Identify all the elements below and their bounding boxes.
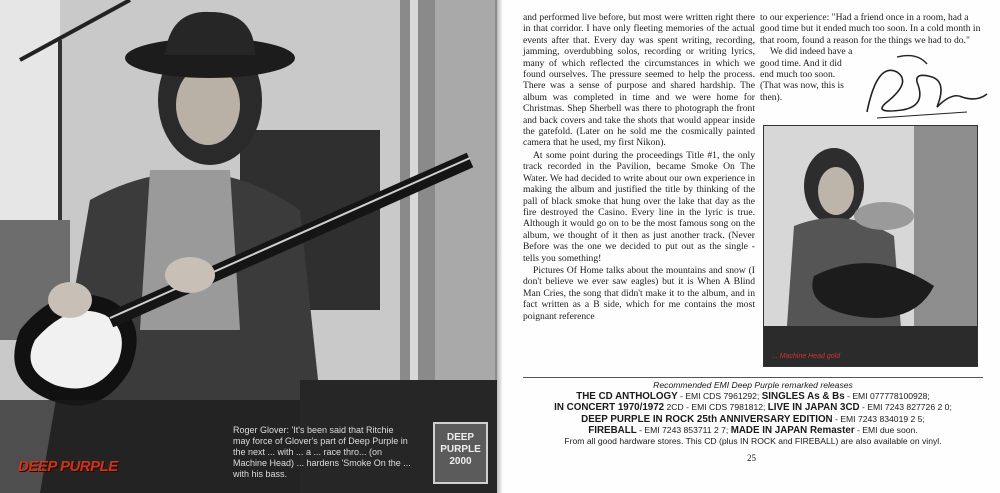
release-detail: - EMI CDS 7961292; [677,391,762,402]
photo-image [764,126,978,367]
releases-heading: Recommended EMI Deep Purple remarked releases [653,380,853,390]
band-photo [763,125,978,367]
release-title: THE CD ANTHOLOGY [576,391,678,403]
photo-caption: Roger Glover: 'It's been said that Ritchie may force of Glover's part of Deep Purple in the next ... with ... a ... race thro... (on Machine Head) ... hardens 'Smoke On the ... with his bass. [233,425,411,479]
guitarist-photo [0,0,497,493]
release-title: FIREBALL [588,424,637,436]
page-number: 25 [747,453,756,463]
release-detail: - EMI 7243 834019 2 5; [832,413,925,424]
release-line [517,402,989,413]
recommended-releases [517,380,989,447]
release-line [517,425,989,436]
release-line [517,414,989,425]
photo-caption: ... Machine Head gold [772,353,841,360]
paragraph: to our experience: "Had a friend once in a room, had a good time but it ended much too soon. In a cold month in that room, found a reason for the things we had to do." [760,12,981,46]
release-title: MADE IN JAPAN Remaster [730,424,855,436]
paragraph: We did indeed have a good time. And it did end much too soon. (That was now, this is then). [760,46,853,103]
paragraph: At some point during the proceedings Title #1, the only track recorded in the Pavilion, became Smoke On The Water. We had decided to write about our own experience in making the album and justified the title by thinking of the pall of black smoke that hung over the lake that day as the fire destroyed the Casino. Every line in the lyric is true. Although it would go on to be the most famous song on the album, we thought of it then as just another track. (Never Before was the one we decided to put out as the single - tells you something! [523,149,755,264]
release-line [517,391,989,402]
left-page-photo [0,0,497,493]
availability-note: From all good hardware stores. This CD (plus IN ROCK and FIREBALL) are also available on vinyl. [564,436,942,447]
release-title: LIVE IN JAPAN 3CD [767,402,860,414]
release-title: IN CONCERT 1970/1972 [554,402,665,414]
release-detail: - EMI 7243 853711 2 7; [636,424,731,435]
right-page [503,0,1000,493]
release-title: SINGLES As & Bs [761,391,845,403]
text-column-left [523,12,755,323]
anniversary-stamp: DEEP PURPLE 2000 [433,422,488,484]
release-title: DEEP PURPLE IN ROCK 25th ANNIVERSARY EDITION [581,413,833,425]
release-detail: 2CD - EMI CDS 7981812; [664,402,768,413]
paragraph: and performed live before, but most were written right there in that corridor. I have only fleeting memories of the actual events after that. Every day was spent writing, recording, jamming, overdubbing solos, recording or writing lyrics, many of which reflected the circumstances in which we found ourselves. The pressure seemed to help the process. There was a sense of purpose and shared hardship. The album was completed in time and we were home for Christmas. Shep Sherbell was there to photograph the front and back covers and take the shots that would appear inside the gatefold. (Later on he sold me the cosmically painted camera that he used, my first Nikon). [523,12,755,149]
handwritten-signature [857,52,992,132]
divider [523,377,983,378]
paragraph: Pictures Of Home talks about the mountains and snow (I don't believe we ever saw eagles) but it is When A Blind Man Cries, the song that didn't make it to the album, and in fact written as a B side, which for me contains the most poignant reference [523,264,755,322]
release-detail: - EMI due soon. [854,424,918,435]
release-detail: - EMI 7243 827726 2 0; [859,402,952,413]
deep-purple-logo: DEEP PURPLE [18,458,118,475]
release-detail: - EMI 077778100928; [844,391,930,402]
